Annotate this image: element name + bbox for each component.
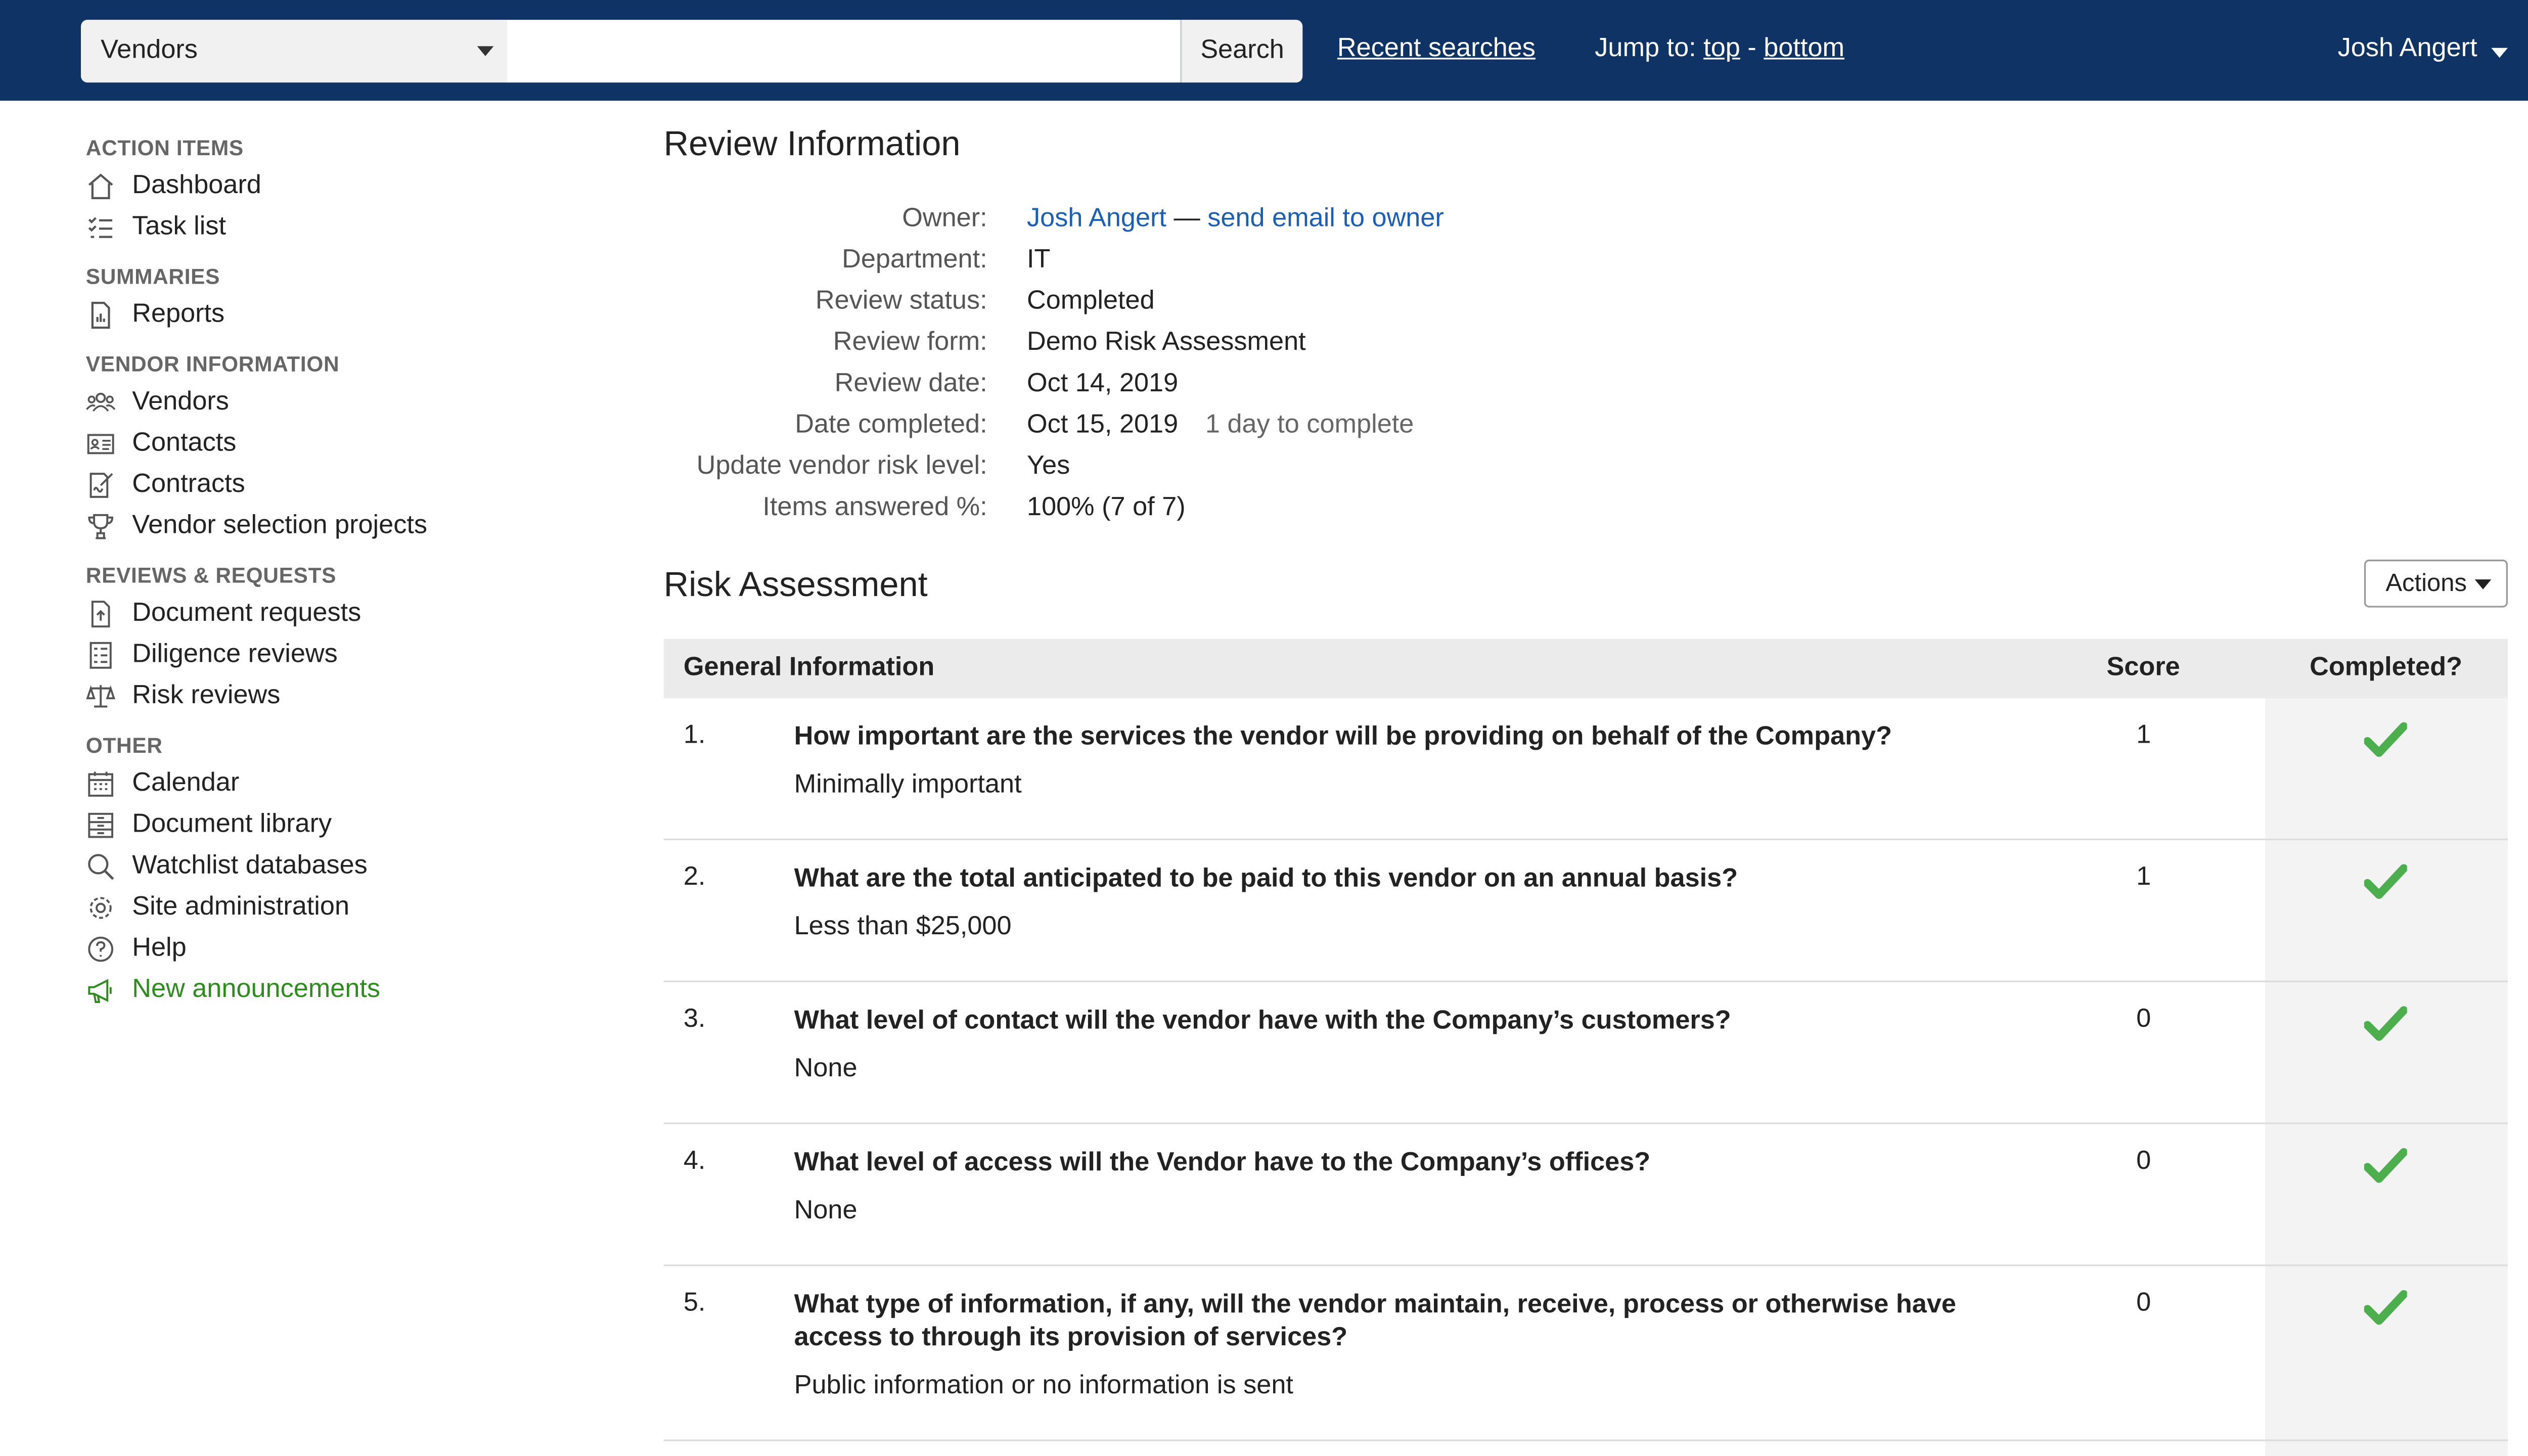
update-risk-label: Update vendor risk level:	[696, 452, 987, 481]
sidebar-heading: SUMMARIES	[85, 264, 220, 289]
answer-text: None	[794, 1055, 857, 1083]
checklist-icon	[86, 640, 116, 669]
sidebar-item-label: Document library	[132, 810, 332, 839]
report-icon	[86, 300, 116, 330]
info-row-update-risk	[664, 446, 1820, 487]
jump-to-nav	[1595, 35, 1844, 65]
info-row-form	[664, 322, 1820, 363]
review-info-list	[664, 198, 1820, 528]
sidebar-item-label: Calendar	[132, 769, 240, 798]
table-row	[664, 982, 2508, 1124]
checkmark-icon	[2364, 1147, 2407, 1184]
sidebar-item-label: Diligence reviews	[132, 640, 338, 669]
calendar-icon	[86, 768, 116, 798]
question-text: What level of contact will the vendor have with the Company’s customers?	[794, 1007, 1731, 1035]
table-row	[664, 1124, 2508, 1266]
sidebar-item-label: Risk reviews	[132, 681, 281, 710]
sidebar-item-watchlist-databases[interactable]	[86, 845, 581, 887]
help-icon	[86, 934, 116, 964]
answer-text: Less than $25,000	[794, 913, 1012, 941]
send-email-link[interactable]: send email to owner	[1207, 204, 1444, 233]
score-value: 1	[2136, 863, 2151, 892]
sidebar-item-contracts[interactable]	[86, 464, 581, 506]
items-answered-label: Items answered %:	[762, 493, 987, 522]
checkmark-icon	[2364, 863, 2407, 900]
info-row-date	[664, 363, 1820, 404]
review-information-title: Review Information	[663, 125, 961, 164]
question-number: 1.	[683, 721, 706, 750]
sidebar-item-label: Vendor selection projects	[132, 512, 427, 540]
risk-assessment-table	[664, 639, 2508, 1441]
sidebar-item-calendar[interactable]	[86, 763, 581, 804]
answer-text: Public information or no information is sent	[794, 1372, 1293, 1400]
top-navbar	[0, 0, 2528, 101]
people-icon	[86, 387, 116, 417]
jump-top-link[interactable]: top	[1703, 34, 1740, 63]
table-row	[664, 840, 2508, 982]
question-number: 3.	[683, 1005, 706, 1034]
review-status-value: Completed	[1027, 287, 1155, 315]
column-header-score: Score	[2106, 654, 2180, 682]
jump-bottom-link[interactable]: bottom	[1764, 34, 1845, 63]
info-row-owner	[664, 198, 1820, 240]
score-value: 1	[2136, 721, 2151, 750]
sidebar-item-label: Contracts	[132, 470, 245, 499]
sidebar-item-label: Contacts	[132, 429, 237, 458]
checkmark-icon	[2364, 1289, 2407, 1326]
search-input[interactable]	[507, 20, 1180, 82]
info-row-completed	[664, 404, 1820, 446]
column-header-section: General Information	[683, 654, 935, 682]
home-icon	[86, 171, 116, 201]
recent-searches-link[interactable]: Recent searches	[1337, 34, 1536, 63]
sidebar-item-label: Document requests	[132, 599, 362, 627]
column-header-completed: Completed?	[2310, 654, 2463, 682]
date-completed-label: Date completed:	[795, 411, 987, 439]
question-text: How important are the services the vendor will be providing on behalf of the Company?	[794, 723, 1892, 751]
owner-name-link[interactable]: Josh Angert	[1027, 204, 1166, 233]
table-header	[664, 639, 2508, 699]
chevron-down-icon	[477, 46, 494, 56]
score-value: 0	[2136, 1005, 2151, 1034]
sidebar-item-vendors[interactable]	[86, 381, 581, 423]
owner-value	[1027, 198, 1444, 240]
info-row-department	[664, 239, 1820, 281]
checkmark-icon	[2364, 721, 2407, 758]
search-scope-label: Vendors	[101, 36, 198, 65]
sidebar-item-new-announcements[interactable]	[86, 969, 581, 1011]
department-value: IT	[1027, 246, 1051, 275]
contract-sign-icon	[86, 470, 116, 499]
jump-to-label: Jump to:	[1595, 34, 1696, 63]
table-row	[664, 1266, 2508, 1441]
owner-label: Owner:	[902, 204, 987, 233]
review-date-value: Oct 14, 2019	[1027, 370, 1179, 398]
sidebar-item-document-library[interactable]	[86, 804, 581, 845]
search-button[interactable]: Search	[1181, 20, 1303, 82]
sidebar-item-site-administration[interactable]	[86, 886, 581, 928]
update-risk-value: Yes	[1027, 452, 1070, 481]
sidebar-heading: OTHER	[85, 733, 163, 758]
sidebar-heading: ACTION ITEMS	[85, 135, 244, 160]
checkmark-icon	[2364, 1006, 2407, 1042]
sidebar-item-document-requests[interactable]	[86, 593, 581, 634]
owner-separator: —	[1173, 204, 1200, 233]
search-scope-select[interactable]	[81, 20, 507, 82]
sidebar-item-help[interactable]	[86, 928, 581, 969]
sidebar-item-vendor-selection-projects[interactable]	[86, 505, 581, 547]
review-form-value: Demo Risk Assessment	[1027, 328, 1306, 357]
archive-icon	[86, 810, 116, 840]
sidebar-item-label: Vendors	[132, 388, 229, 416]
actions-label: Actions	[2385, 569, 2467, 598]
scale-icon	[86, 681, 116, 711]
question-number: 2.	[683, 863, 706, 892]
completion-duration: 1 day to complete	[1205, 411, 1414, 439]
question-text: What type of information, if any, will the vendor maintain, receive, process or otherwise have access to through its provision of services?	[794, 1291, 1956, 1352]
actions-dropdown-button[interactable]	[2364, 560, 2508, 608]
sidebar-item-label: Reports	[132, 300, 225, 329]
chevron-down-icon	[2475, 579, 2492, 589]
date-completed-value	[1027, 404, 1414, 446]
sidebar-item-label: New announcements	[132, 975, 381, 1004]
jump-separator: -	[1747, 34, 1756, 63]
review-date-label: Review date:	[834, 370, 987, 398]
info-row-items-answered	[664, 487, 1820, 528]
document-upload-icon	[86, 599, 116, 628]
items-answered-value: 100% (7 of 7)	[1027, 493, 1186, 522]
risk-assessment-title: Risk Assessment	[663, 566, 928, 605]
answer-text: Minimally important	[794, 770, 1022, 799]
review-status-label: Review status:	[815, 287, 987, 315]
chevron-down-icon	[2491, 48, 2508, 58]
user-menu[interactable]	[2338, 35, 2477, 65]
sidebar	[86, 132, 581, 1010]
sidebar-item-risk-reviews[interactable]	[86, 675, 581, 717]
score-value: 0	[2136, 1289, 2151, 1317]
sidebar-item-reports[interactable]	[86, 294, 581, 335]
department-label: Department:	[842, 246, 987, 275]
score-value: 0	[2136, 1147, 2151, 1175]
sidebar-heading: REVIEWS & REQUESTS	[85, 563, 337, 588]
question-number: 4.	[683, 1147, 706, 1175]
sidebar-item-label: Dashboard	[132, 171, 261, 200]
sidebar-heading: VENDOR INFORMATION	[85, 351, 340, 377]
trophy-icon	[86, 511, 116, 541]
question-number: 5.	[683, 1289, 706, 1317]
review-form-label: Review form:	[833, 328, 987, 357]
sidebar-item-task-list[interactable]	[86, 206, 581, 248]
megaphone-icon	[86, 975, 116, 1005]
search-icon	[86, 851, 116, 881]
gear-icon	[86, 892, 116, 922]
sidebar-item-label: Watchlist databases	[132, 851, 368, 880]
sidebar-item-diligence-reviews[interactable]	[86, 634, 581, 675]
table-row	[664, 698, 2508, 840]
contact-card-icon	[86, 428, 116, 458]
sidebar-item-label: Help	[132, 934, 187, 963]
user-name: Josh Angert	[2337, 34, 2477, 63]
question-text: What are the total anticipated to be paid to this vendor on an annual basis?	[794, 865, 1738, 893]
sidebar-item-dashboard[interactable]	[86, 165, 581, 207]
sidebar-item-contacts[interactable]	[86, 423, 581, 464]
date-completed-date: Oct 15, 2019	[1027, 411, 1179, 439]
info-row-status	[664, 281, 1820, 322]
question-text: What level of access will the Vendor have to the Company’s offices?	[794, 1149, 1651, 1177]
sidebar-item-label: Site administration	[132, 893, 350, 922]
answer-text: None	[794, 1197, 857, 1225]
task-list-icon	[86, 212, 116, 242]
sidebar-item-label: Task list	[132, 213, 227, 241]
